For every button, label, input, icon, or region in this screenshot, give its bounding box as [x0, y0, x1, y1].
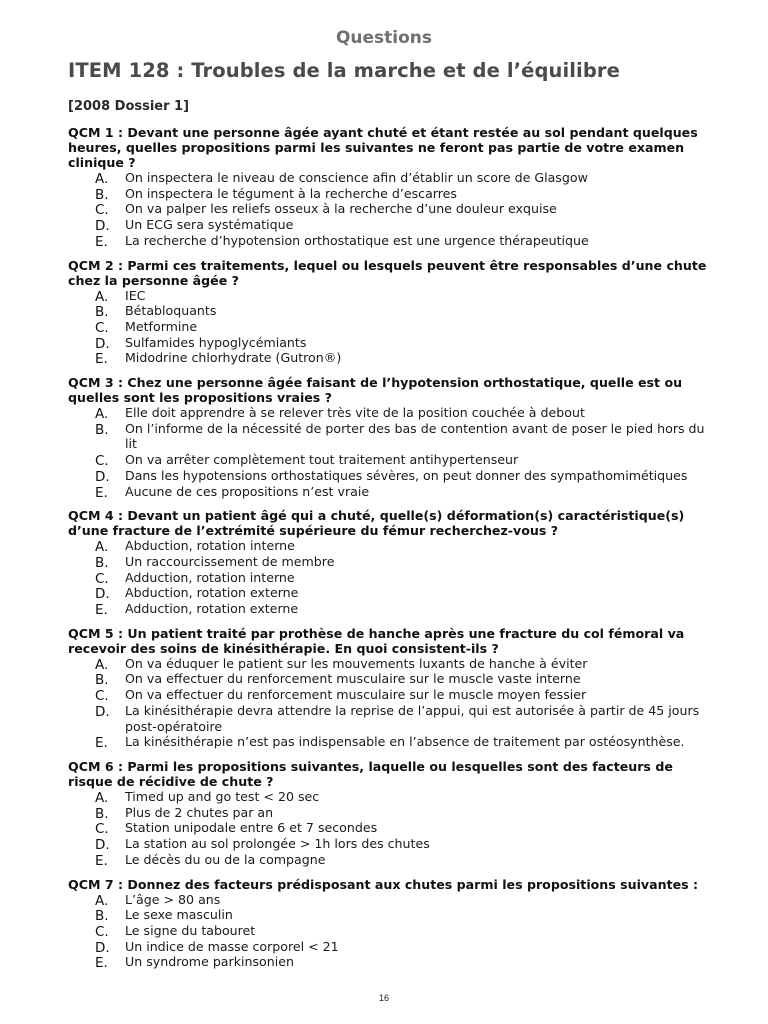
option-letter: E.	[95, 351, 108, 368]
option-letter: D.	[95, 837, 110, 854]
option-letter: A.	[95, 539, 109, 556]
option-letter: C.	[95, 453, 109, 470]
option-item	[68, 656, 708, 672]
option-text: Aucune de ces propositions n’est vraie	[125, 483, 370, 499]
option-letter: C.	[95, 319, 109, 336]
qcm-stem: QCM 4 : Devant un patient âgé qui a chuté, quelle(s) déformation(s) caractéristique(s) d’une fracture de l’extrémité supérieure du fémur recherchez-vous ?	[68, 508, 685, 539]
option-item	[68, 585, 708, 601]
option-item	[68, 554, 708, 570]
page-number: 16	[378, 993, 389, 1003]
dossier-label: [2008 Dossier 1]	[68, 99, 190, 114]
option-item	[68, 350, 708, 366]
option-text: La recherche d’hypotension orthostatique est une urgence thérapeutique	[125, 232, 589, 248]
option-letter: C.	[95, 821, 109, 838]
option-item	[68, 923, 708, 939]
option-text: Abduction, rotation interne	[125, 538, 295, 554]
option-text: On va palper les reliefs osseux à la recherche d’une douleur exquise	[125, 201, 557, 217]
option-text: Timed up and go test < 20 sec	[125, 788, 320, 804]
option-text: Le décès du ou de la compagne	[125, 851, 326, 867]
option-item	[68, 687, 708, 703]
option-letter: B.	[95, 304, 109, 321]
option-item	[68, 570, 708, 586]
option-letter: E.	[95, 484, 108, 501]
option-list	[68, 405, 708, 499]
option-text: On va effectuer du renforcement musculaire sur le muscle vaste interne	[125, 671, 581, 687]
option-item	[68, 671, 708, 687]
option-item	[68, 907, 708, 923]
option-letter: C.	[95, 570, 109, 587]
option-item	[68, 233, 708, 249]
option-item	[68, 303, 708, 319]
option-item	[68, 892, 708, 908]
option-item	[68, 852, 708, 868]
option-list	[68, 789, 708, 868]
option-text: On inspectera le tégument à la recherche d’escarres	[125, 185, 457, 201]
option-text: On l’informe de la nécessité de porter des bas de contention avant de poser le pied hors du lit	[125, 420, 705, 452]
option-letter: A.	[95, 789, 109, 806]
option-text: La kinésithérapie n’est pas indispensable en l’absence de traitement par ostéosynthèse.	[125, 734, 685, 750]
option-letter: E.	[95, 955, 108, 972]
option-letter: C.	[95, 202, 109, 219]
option-letter: B.	[95, 908, 109, 925]
option-text: Le signe du tabouret	[125, 922, 256, 938]
option-letter: B.	[95, 805, 109, 822]
option-item	[68, 601, 708, 617]
option-letter: C.	[95, 923, 109, 940]
option-text: Midodrine chlorhydrate (Gutron®)	[125, 350, 342, 366]
option-list	[68, 656, 708, 750]
option-item	[68, 170, 708, 186]
option-letter: A.	[95, 406, 109, 423]
qcm-stem: QCM 6 : Parmi les propositions suivantes, laquelle ou lesquelles sont des facteurs de risque de récidive de chute ?	[68, 758, 673, 789]
option-letter: E.	[95, 735, 108, 752]
qcm-block	[68, 508, 708, 617]
option-letter: B.	[95, 554, 109, 571]
option-letter: E.	[95, 233, 108, 250]
option-item	[68, 939, 708, 955]
option-letter: E.	[95, 852, 108, 869]
option-item	[68, 789, 708, 805]
option-letter: B.	[95, 421, 109, 438]
option-item	[68, 954, 708, 970]
option-list	[68, 892, 708, 971]
option-text: IEC	[125, 287, 146, 303]
option-item	[68, 703, 708, 734]
option-item	[68, 484, 708, 500]
option-list	[68, 170, 708, 249]
option-text: Elle doit apprendre à se relever très vite de la position couchée à debout	[125, 405, 585, 421]
option-letter: A.	[95, 171, 109, 187]
option-text: La station au sol prolongée > 1h lors des chutes	[125, 836, 430, 852]
option-item	[68, 405, 708, 421]
qcm-stem: QCM 7 : Donnez des facteurs prédisposant aux chutes parmi les propositions suivantes :	[68, 876, 699, 892]
option-item	[68, 421, 708, 452]
option-text: Metformine	[125, 318, 198, 334]
option-item	[68, 288, 708, 304]
option-text: Station unipodale entre 6 et 7 secondes	[125, 820, 378, 836]
option-item	[68, 186, 708, 202]
option-letter: B.	[95, 672, 109, 689]
qcm-stem: QCM 2 : Parmi ces traitements, lequel ou lesquels peuvent être responsables d’une chute chez la personne âgée ?	[68, 257, 707, 288]
option-text: Le sexe masculin	[125, 907, 233, 923]
option-text: Sulfamides hypoglycémiants	[125, 334, 307, 350]
option-letter: D.	[95, 939, 110, 956]
option-text: Bétabloquants	[125, 303, 217, 319]
option-letter: A.	[95, 656, 109, 673]
option-text: Dans les hypotensions orthostatiques sévères, on peut donner des sympathomimétiques	[125, 467, 688, 483]
option-text: Adduction, rotation externe	[125, 601, 299, 617]
option-text: L’âge > 80 ans	[125, 891, 221, 907]
option-text: Un indice de masse corporel < 21	[125, 938, 339, 954]
option-text: Adduction, rotation interne	[125, 569, 295, 585]
option-text: On va effectuer du renforcement musculaire sur le muscle moyen fessier	[125, 687, 587, 703]
option-text: Abduction, rotation externe	[125, 585, 299, 601]
option-item	[68, 805, 708, 821]
qcm-stem: QCM 3 : Chez une personne âgée faisant de l’hypotension orthostatique, quelle est ou quelles sont les propositions vraies ?	[68, 375, 683, 406]
qcm-block	[68, 258, 708, 367]
option-item	[68, 335, 708, 351]
questions-list	[68, 125, 708, 979]
option-text: On va arrêter complètement tout traitement antihypertenseur	[125, 452, 519, 468]
option-text: Un syndrome parkinsonien	[125, 954, 294, 970]
option-letter: B.	[95, 186, 109, 203]
option-letter: C.	[95, 688, 109, 705]
option-text: Un raccourcissement de membre	[125, 553, 335, 569]
option-item	[68, 452, 708, 468]
option-item	[68, 734, 708, 750]
qcm-block	[68, 877, 708, 971]
option-item	[68, 820, 708, 836]
option-text: Un ECG sera systématique	[125, 217, 294, 233]
option-item	[68, 468, 708, 484]
section-header: Questions	[335, 28, 433, 48]
option-letter: D.	[95, 703, 110, 720]
option-item	[68, 319, 708, 335]
item-title: ITEM 128 : Troubles de la marche et de l’équilibre	[68, 59, 620, 82]
option-letter: A.	[95, 288, 109, 305]
qcm-block	[68, 125, 708, 249]
option-list	[68, 288, 708, 367]
option-letter: D.	[95, 218, 110, 235]
option-letter: D.	[95, 586, 110, 603]
qcm-block	[68, 375, 708, 499]
option-letter: E.	[95, 602, 108, 619]
qcm-stem: QCM 5 : Un patient traité par prothèse de hanche après une fracture du col fémoral va recevoir des soins de kinésithérapie. En quoi consistent-ils ?	[68, 625, 685, 656]
option-letter: A.	[95, 892, 109, 909]
option-item	[68, 538, 708, 554]
option-text: Plus de 2 chutes par an	[125, 804, 274, 820]
option-text: La kinésithérapie devra attendre la reprise de l’appui, qui est autorisée à partir de 45 jours post-opératoire	[125, 702, 700, 734]
option-text: On inspectera le niveau de conscience afin d’établir un score de Glasgow	[125, 170, 588, 185]
qcm-block	[68, 626, 708, 750]
option-letter: D.	[95, 335, 110, 352]
qcm-stem: QCM 1 : Devant une personne âgée ayant chuté et étant restée au sol pendant quelques heures, quelles propositions parmi les suivantes ne feront pas partie de votre examen clinique ?	[68, 125, 698, 170]
qcm-block	[68, 759, 708, 868]
option-list	[68, 538, 708, 617]
option-letter: D.	[95, 468, 110, 485]
option-text: On va éduquer le patient sur les mouvements luxants de hanche à éviter	[125, 655, 588, 671]
option-item	[68, 836, 708, 852]
option-item	[68, 201, 708, 217]
option-item	[68, 217, 708, 233]
